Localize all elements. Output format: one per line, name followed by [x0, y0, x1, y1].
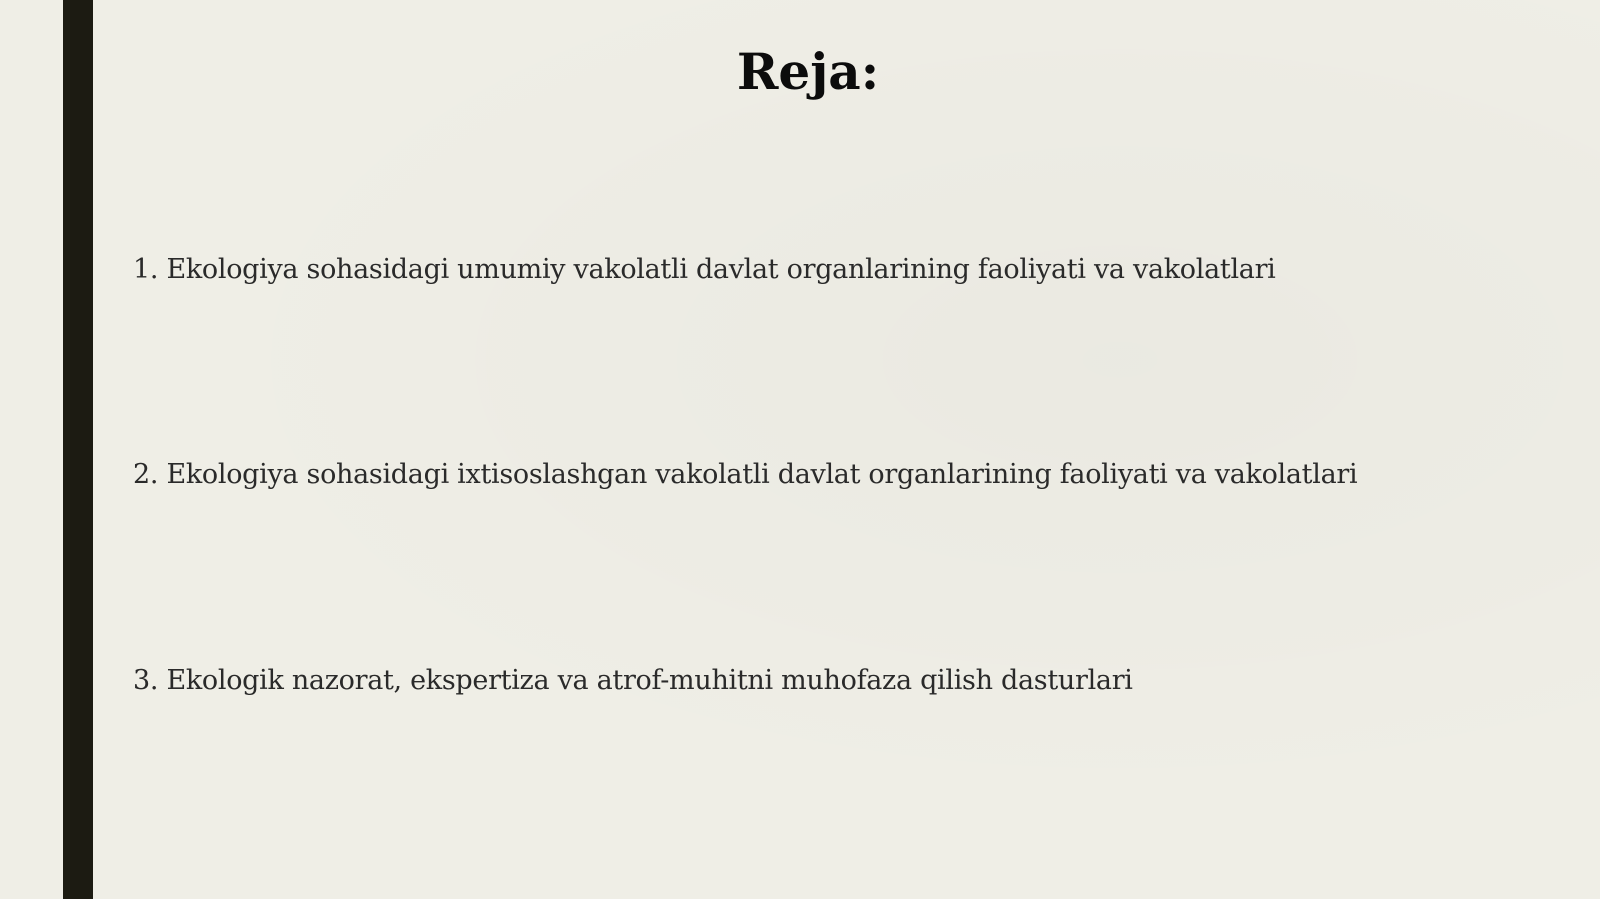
accent-bar	[63, 0, 93, 899]
plan-item-3: 3. Ekologik nazorat, ekspertiza va atrof-muhitni muhofaza qilish dasturlari	[133, 665, 1133, 696]
slide-title: Reja:	[736, 42, 880, 101]
plan-item-1: 1. Ekologiya sohasidagi umumiy vakolatli davlat organlarining faoliyati va vakolatlari	[133, 254, 1276, 285]
plan-item-2: 2. Ekologiya sohasidagi ixtisoslashgan vakolatli davlat organlarining faoliyati va vakolatlari	[133, 459, 1358, 490]
